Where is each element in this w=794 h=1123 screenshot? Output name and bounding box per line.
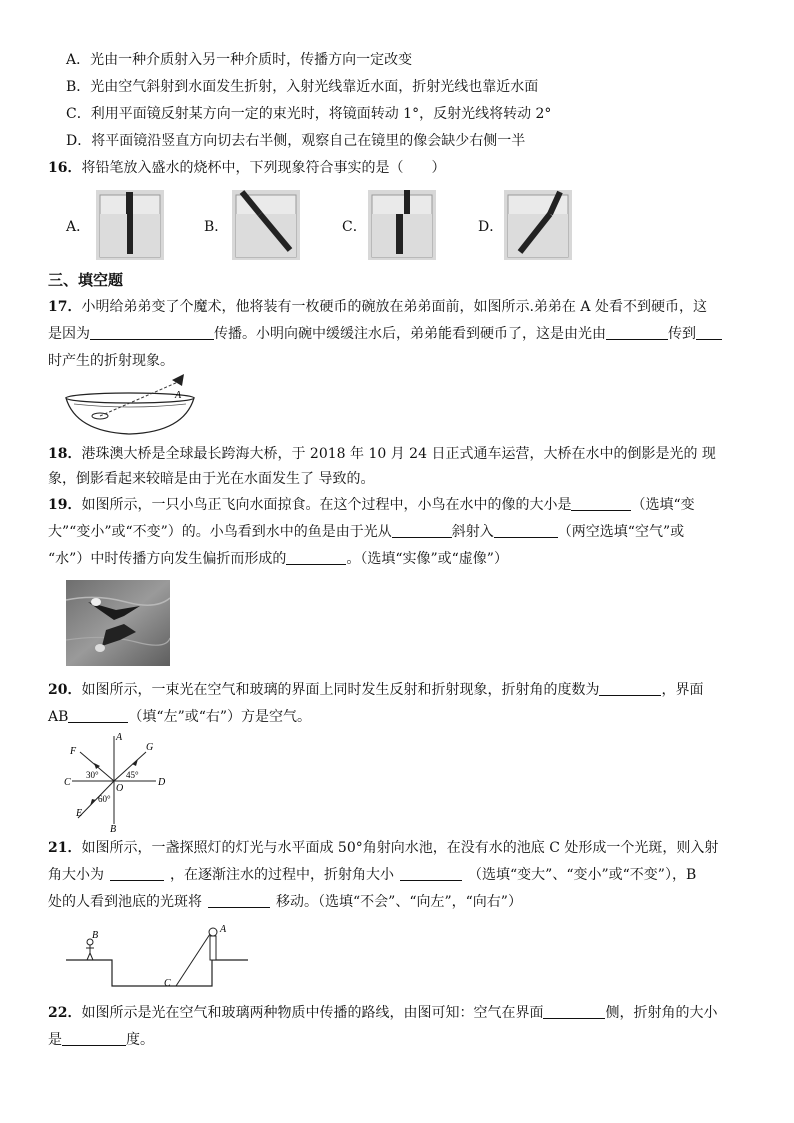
q16-choice-b-label: B． [204,219,229,235]
q17-line-3: 时产生的折射现象。 [48,353,174,369]
q15-option-a: A．光由一种介质射入另一种介质时，传播方向一定改变 [66,52,413,68]
q20-label-a: A [116,732,123,743]
q17-point-a-label: A [175,390,182,401]
q20-angle-60: 60° [98,794,111,804]
q16-choice-b-image [232,190,300,260]
q17-blank-1[interactable] [90,325,214,340]
q21-line-1 [48,838,718,858]
q20-label-f: F [70,746,77,757]
q20-label-d: D [158,777,166,788]
q20-label-o: O [116,783,124,794]
q20-blank-1[interactable] [599,681,661,696]
q18-line-1 [48,444,716,464]
q21-text-3a: 处的人看到池底的光斑将 [48,894,202,910]
q19-text-3a: “水”）中时传播方向发生偏折而形成的 [48,551,287,567]
q17-text-2c: 传到 [668,326,696,342]
q16-choice-a-image [96,190,164,260]
q20-label-b: B [110,824,117,834]
q22-number: 22． [48,1005,82,1021]
q20-text-2a: AB [48,709,69,725]
q21-pool-diagram [64,920,250,990]
q20-text-1b: ，界面 [661,682,704,698]
q17-bowl-figure [60,374,200,438]
q19-text-3b: 。（选填“实像”或“虚像”） [346,551,508,567]
q22-text-2a: 是 [48,1032,62,1048]
q21-line-3 [48,892,522,912]
q16-choice-c-image [368,190,436,260]
q21-label-c: C [164,978,171,989]
q19-line-2 [48,522,684,542]
q20-label-g: G [146,742,154,753]
q17-number: 17． [48,299,82,315]
q20-label-c: C [64,777,71,788]
q21-blank-3[interactable] [208,893,270,908]
q22-line-1 [48,1003,717,1023]
q19-bird-photo [66,580,170,666]
q21-label-b: B [92,930,99,941]
q16-choice-c-label: C． [342,219,367,235]
q21-line-2 [48,865,696,885]
q20-line-2 [48,707,311,727]
q21-text-2c: （选填“变大”、“变小”或“不变”），B [468,867,697,883]
q16-stem [48,158,445,178]
q17-line-2 [48,324,722,344]
q22-blank-2[interactable] [62,1031,126,1046]
q19-text-2a: 大”“变小”或“不变”）的。小鸟看到水中的鱼是由于光从 [48,524,392,540]
q21-label-a: A [220,924,227,935]
q15-option-d: D．将平面镜沿竖直方向切去右半侧，观察自己在镜里的像会缺少右侧一半 [66,133,526,149]
q17-blank-2[interactable] [606,325,668,340]
q16-number: 16． [48,160,82,176]
q17-line-1 [48,297,707,317]
q22-text-1a: 如图所示是光在空气和玻璃两种物质中传播的路线，由图可知：空气在界面 [81,1005,544,1021]
q19-blank-3[interactable] [494,523,558,538]
q19-blank-2[interactable] [392,523,452,538]
q18-text-1: 港珠澳大桥是全球最长跨海大桥，于 2018 年 10 月 24 日正式通车运营，大桥在水中的倒影是光的 现 [81,446,716,462]
q21-text-1: 如图所示，一盏探照灯的灯光与水平面成 50°角射向水池，在没有水的池底 C 处形成一个光斑，则入射 [81,840,719,856]
q20-text-1a: 如图所示，一束光在空气和玻璃的界面上同时发生反射和折射现象，折射角的度数为 [81,682,600,698]
q21-number: 21． [48,840,82,856]
q22-line-2 [48,1030,154,1050]
q20-angle-30: 30° [86,770,99,780]
q21-text-2b: ，在逐渐注水的过程中，折射角大小 [170,867,394,883]
q18-number: 18． [48,446,82,462]
q19-number: 19． [48,497,82,513]
q19-text-1b: （选填“变 [631,497,695,513]
q19-line-1 [48,495,695,515]
q17-blank-3[interactable] [696,325,722,340]
q15-option-b: B．光由空气斜射到水面发生折射，入射光线靠近水面，折射光线也靠近水面 [66,79,539,95]
q18-line-2: 象，倒影看起来较暗是由于光在水面发生了 导致的。 [48,471,375,487]
q20-refraction-diagram [60,730,170,834]
q21-text-2a: 角大小为 [48,867,104,883]
q21-blank-2[interactable] [400,866,462,881]
q22-text-1b: 侧，折射角的大小 [605,1005,718,1021]
q16-choice-a-label: A． [66,219,91,235]
q21-blank-1[interactable] [110,866,164,881]
q16-text: 将铅笔放入盛水的烧杯中，下列现象符合事实的是（ ） [81,160,446,176]
q22-blank-1[interactable] [543,1004,605,1019]
q16-choice-d-label: D． [478,219,504,235]
q15-option-c: C．利用平面镜反射某方向一定的束光时，将镜面转动 1°，反射光线将转动 2° [66,106,552,122]
q20-line-1 [48,680,703,700]
q17-text-2b: 传播。小明向碗中缓缓注水后，弟弟能看到硬币了，这是由光由 [214,326,606,342]
q19-text-2c: （两空选填“空气”或 [557,524,685,540]
q20-blank-2[interactable] [68,708,128,723]
section-heading-fill-in: 三、填空题 [48,271,124,289]
q19-blank-4[interactable] [286,550,346,565]
q17-text-2a: 是因为 [48,326,90,342]
q20-label-e: E [76,808,83,819]
q19-text-2b: 斜射入 [451,524,494,540]
q20-angle-45: 45° [126,770,139,780]
q17-text-1: 小明给弟弟变了个魔术，他将装有一枚硬币的碗放在弟弟面前，如图所示.弟弟在 A 处看不到硬币，这 [81,299,707,315]
q16-choice-d-image [504,190,572,260]
q20-text-2b: （填“左”或“右”）方是空气。 [128,709,312,725]
q22-text-2b: 度。 [126,1032,154,1048]
q20-number: 20． [48,682,82,698]
q21-text-3b: 移动。（选填“不会”、“向左”，“向右”） [276,894,522,910]
q19-line-3 [48,549,508,569]
q19-blank-1[interactable] [571,496,631,511]
q19-text-1a: 如图所示，一只小鸟正飞向水面掠食。在这个过程中，小鸟在水中的像的大小是 [81,497,572,513]
